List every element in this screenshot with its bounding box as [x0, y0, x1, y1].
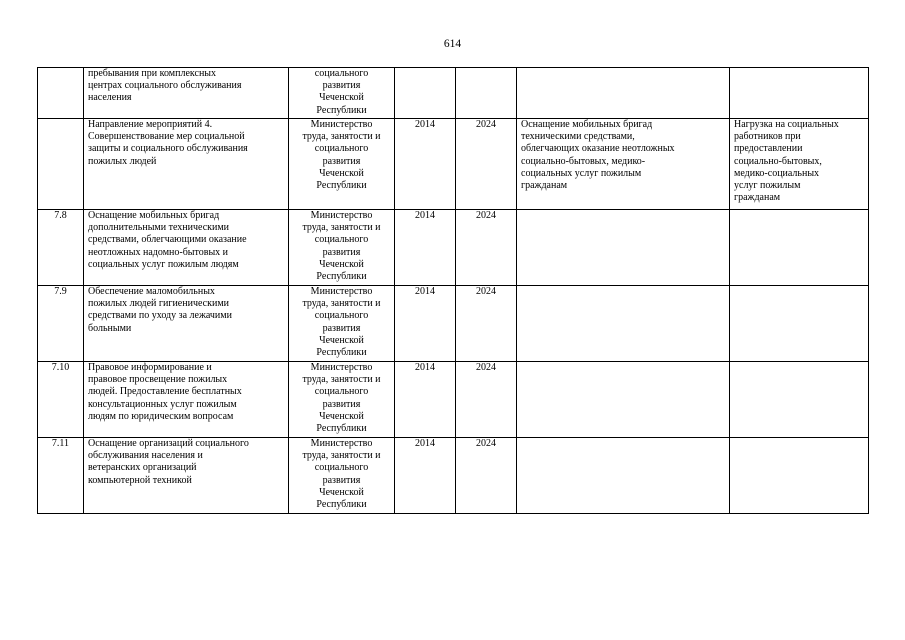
measure-name: Правовое информирование и правовое просвещение пожилых людей. Предоставление бесплатных консультационных услуг пожилым людям по юридическим вопросам: [84, 362, 289, 438]
indicator-link: Нагрузка на социальных работников при предоставлении социально-бытовых, медико-социальных услуг пожилым гражданам: [730, 119, 869, 210]
row-number: 7.10: [38, 362, 84, 438]
expected-result: Оснащение мобильных бригад техническими средствами, облегчающих оказание неотложных социально-бытовых, медико- социальных услуг пожилым гражданам: [517, 119, 730, 210]
executor: Министерство труда, занятости и социального развития Чеченской Республики: [289, 119, 395, 210]
expected-result: [517, 68, 730, 119]
indicator-link: [730, 438, 869, 514]
page-number: 614: [443, 38, 462, 50]
executor: социального развития Чеченской Республики: [289, 68, 395, 119]
measure-name: Обеспечение маломобильных пожилых людей гигиеническими средствами по уходу за лежачими больными: [84, 286, 289, 362]
executor: Министерство труда, занятости и социального развития Чеченской Республики: [289, 210, 395, 286]
expected-result: [517, 286, 730, 362]
measure-name: Оснащение мобильных бригад дополнительными техническими средствами, облегчающими оказание неотложных надомно-бытовых и социальных услуг пожилым людям: [84, 210, 289, 286]
indicator-link: [730, 286, 869, 362]
row-number: 7.9: [38, 286, 84, 362]
table-row: [38, 286, 869, 362]
table-row: [38, 119, 869, 210]
start-year: 2014: [395, 210, 456, 286]
end-year: 2024: [456, 210, 517, 286]
table-row: [38, 68, 869, 119]
expected-result: [517, 210, 730, 286]
row-number: 7.11: [38, 438, 84, 514]
start-year: 2014: [395, 362, 456, 438]
measure-name: пребывания при комплексных центрах социального обслуживания населения: [84, 68, 289, 119]
indicator-link: [730, 68, 869, 119]
start-year: 2014: [395, 119, 456, 210]
executor: Министерство труда, занятости и социального развития Чеченской Республики: [289, 286, 395, 362]
start-year: 2014: [395, 286, 456, 362]
executor: Министерство труда, занятости и социального развития Чеченской Республики: [289, 362, 395, 438]
measure-name: Оснащение организаций социального обслуживания населения и ветеранских организаций компьютерной техникой: [84, 438, 289, 514]
end-year: 2024: [456, 362, 517, 438]
end-year: 2024: [456, 286, 517, 362]
program-table: [37, 67, 869, 514]
indicator-link: [730, 210, 869, 286]
measure-name: Направление мероприятий 4. Совершенствование мер социальной защиты и социального обслуживания пожилых людей: [84, 119, 289, 210]
table-row: [38, 362, 869, 438]
end-year: [456, 68, 517, 119]
executor: Министерство труда, занятости и социального развития Чеченской Республики: [289, 438, 395, 514]
expected-result: [517, 362, 730, 438]
row-number: 7.8: [38, 210, 84, 286]
start-year: [395, 68, 456, 119]
start-year: 2014: [395, 438, 456, 514]
end-year: 2024: [456, 438, 517, 514]
table-row: [38, 438, 869, 514]
end-year: 2024: [456, 119, 517, 210]
row-number: [38, 119, 84, 210]
table-row: [38, 210, 869, 286]
indicator-link: [730, 362, 869, 438]
row-number: [38, 68, 84, 119]
expected-result: [517, 438, 730, 514]
